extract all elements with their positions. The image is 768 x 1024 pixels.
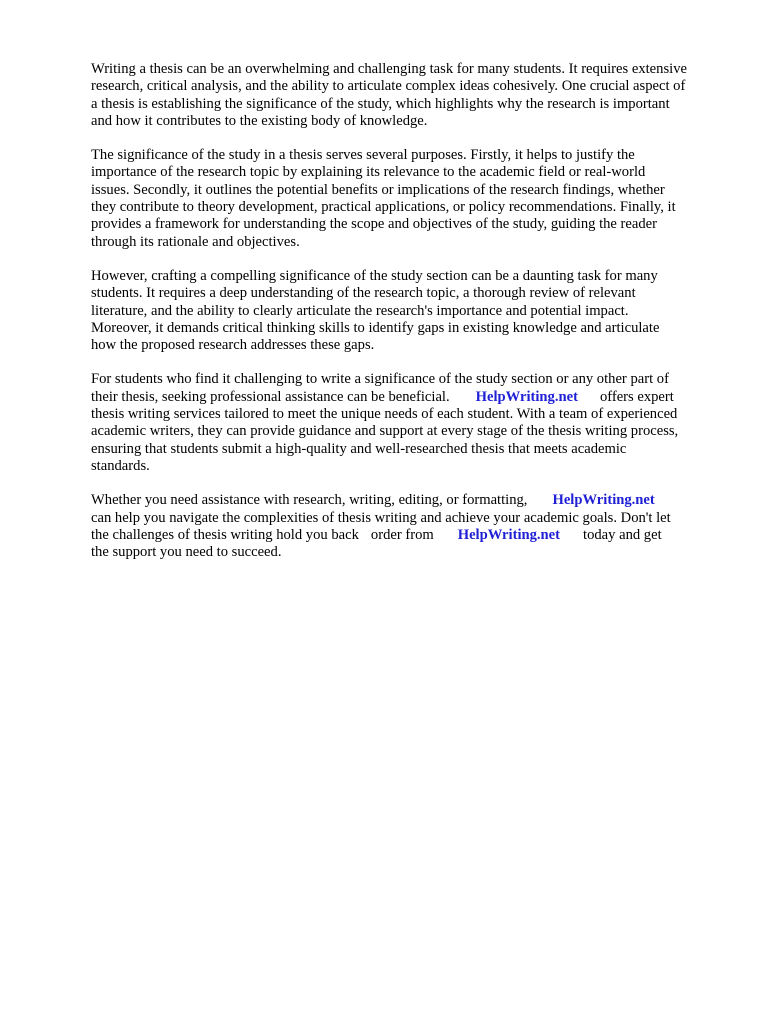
text-line: literature, and the ability to clearly articulate the research's importance and potential impact. — [91, 302, 629, 319]
text-line-with-link — [91, 492, 731, 509]
text-segment: today and get — [583, 526, 662, 543]
text-line: through its rationale and objectives. — [91, 233, 300, 250]
text-line: standards. — [91, 457, 150, 474]
text-segment: offers expert — [599, 388, 674, 405]
text-line: thesis writing services tailored to meet the unique needs of each student. With a team of experienced — [91, 406, 678, 423]
text-line: issues. Secondly, it outlines the potential benefits or implications of the research findings, whether — [91, 181, 665, 198]
helpwriting-link[interactable]: HelpWriting.net — [457, 526, 561, 543]
text-segment: the challenges of thesis writing hold you back — [91, 526, 359, 543]
text-line: provides a framework for understanding the scope and objectives of the study, guiding the reader — [91, 216, 658, 233]
paragraph-purposes — [91, 147, 731, 251]
text-line: academic writers, they can provide guidance and support at every stage of the thesis writing process, — [91, 423, 679, 440]
text-line: students. It requires a deep understanding of the research topic, a thorough review of relevant — [91, 285, 636, 302]
text-line: ensuring that students submit a high-quality and well-researched thesis that meets academic — [91, 440, 627, 457]
text-line: research, critical analysis, and the ability to articulate complex ideas cohesively. One crucial aspect of — [91, 78, 686, 95]
text-line: Moreover, it demands critical thinking skills to identify gaps in existing knowledge and articulate — [91, 319, 660, 336]
paragraph-challenges — [91, 268, 731, 354]
document-body — [91, 61, 731, 578]
text-line: the support you need to succeed. — [91, 544, 282, 561]
paragraph-assistance — [91, 371, 731, 475]
text-segment: order from — [370, 526, 434, 543]
text-segment: Whether you need assistance with research, writing, editing, or formatting, — [91, 492, 528, 509]
helpwriting-link[interactable]: HelpWriting.net — [475, 388, 578, 405]
text-line: The significance of the study in a thesis serves several purposes. Firstly, it helps to justify the — [91, 147, 635, 164]
text-line: Writing a thesis can be an overwhelming and challenging task for many students. It requires extensive — [91, 61, 687, 77]
text-segment: their thesis, seeking professional assistance can be beneficial. — [91, 388, 450, 405]
text-line: a thesis is establishing the significance of the study, which highlights why the research is important — [91, 95, 670, 112]
paragraph-intro — [91, 61, 731, 130]
text-line: However, crafting a compelling significance of the study section can be a daunting task for many — [91, 267, 658, 284]
text-line: how the proposed research addresses these gaps. — [91, 337, 375, 354]
text-line: and how it contributes to the existing body of knowledge. — [91, 112, 428, 129]
text-line-with-link — [91, 527, 731, 544]
text-line: can help you navigate the complexities of thesis writing and achieve your academic goals. Don't let — [91, 509, 671, 526]
text-line: they contribute to theory development, practical applications, or policy recommendations. Finally, it — [91, 199, 676, 216]
helpwriting-link[interactable]: HelpWriting.net — [552, 492, 655, 509]
text-line: For students who find it challenging to write a significance of the study section or any other part of — [91, 371, 669, 388]
text-line-with-link — [91, 389, 731, 406]
paragraph-call-to-action — [91, 492, 731, 561]
text-line: importance of the research topic by explaining its relevance to the academic field or real-world — [91, 164, 646, 181]
